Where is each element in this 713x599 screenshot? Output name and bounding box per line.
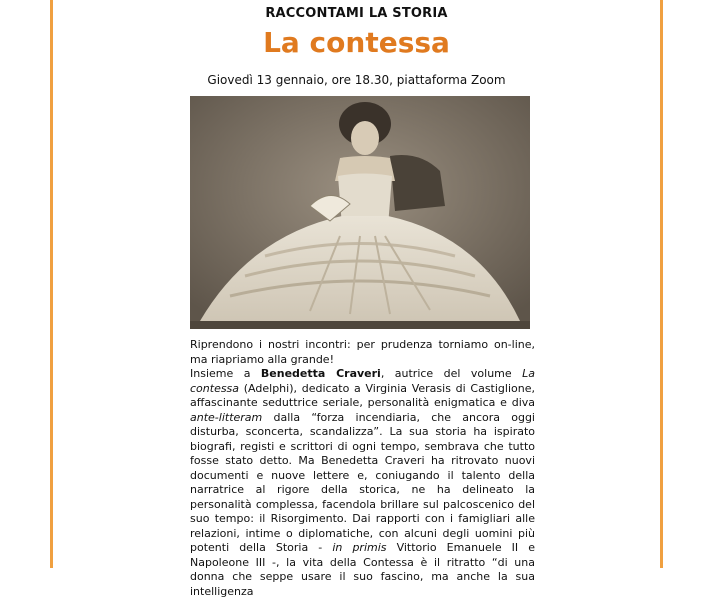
event-description xyxy=(190,338,535,599)
event-title: La contessa xyxy=(263,26,450,59)
event-dateline: Giovedì 13 gennaio, ore 18.30, piattaforma Zoom xyxy=(207,73,506,87)
countess-portrait-photo xyxy=(190,96,530,329)
main-paragraph: Insieme a Benedetta Craveri, autrice del volume La contessa (Adelphi), dedicato a Virginia Verasis di Castiglione, affascinante seduttrice seriale, personalità enigmatica e diva ante-litteram dalla “forza incendiaria, che ancora oggi disturba, sconcerta, scandalizza”. La sua storia ha ispirato biografi, registi e scrittori di ogni tempo, sembrava che tutto fosse stato detto. Ma Benedetta Craveri ha ritrovato nuovi documenti e nuove lettere e, coniugando il talento della narratrice al rigore della storica, ne ha delineato la personalità complessa, facendola brillare sul palcoscenico del suo tempo: il Risorgimento. Dai rapporti con i famigliari alle relazioni, intime o diplomatiche, con alcuni degli uomini più potenti della Storia - in primis Vittorio Emanuele II e Napoleone III -, la vita della Contessa è il ritratto “di una donna che seppe usare il suo fascino, ma anche la sua intelligenza xyxy=(190,367,536,598)
series-label: RACCONTAMI LA STORIA xyxy=(265,6,448,21)
intro-paragraph: Riprendono i nostri incontri: per prudenza torniamo on-line, ma riapriamo alla grande! xyxy=(190,338,535,366)
book-title: La contessa xyxy=(190,367,535,395)
author-name: Benedetta Craveri xyxy=(260,367,381,380)
